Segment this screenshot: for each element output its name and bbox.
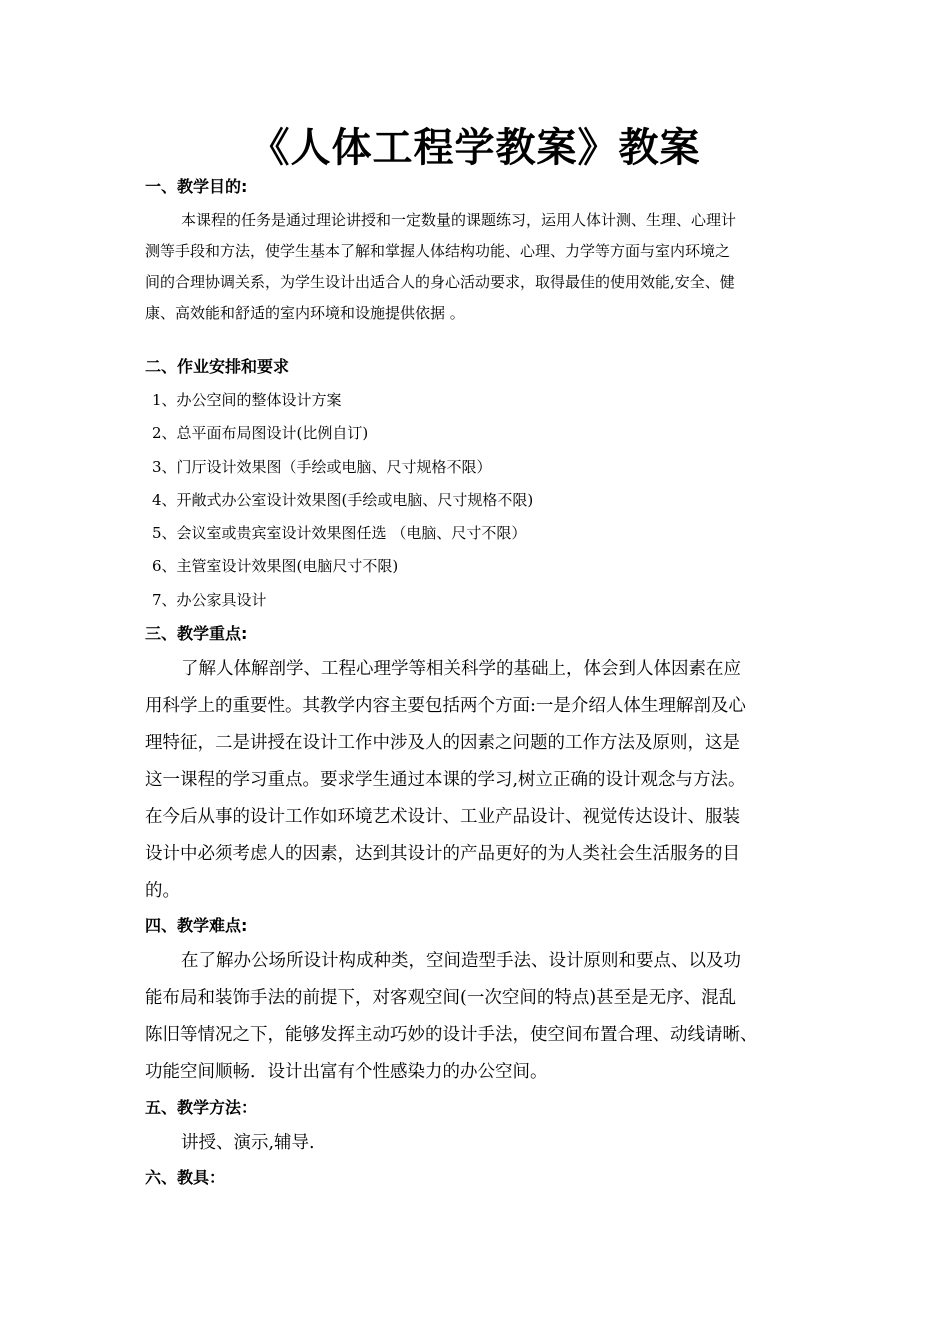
section-heading-assignments: 二、作业安排和要求	[145, 357, 290, 376]
list-item: 3、门厅设计效果图（手绘或电脑、尺寸规格不限）	[152, 457, 492, 476]
section-heading-objectives: 一、教学目的:	[145, 177, 248, 196]
section-body-difficulties	[145, 943, 815, 1091]
section-heading-key-points: 三、教学重点:	[145, 624, 248, 643]
paragraph-line: 了解人体解剖学、工程心理学等相关科学的基础上，体会到人体因素在应	[181, 659, 741, 679]
paragraph-line: 在今后从事的设计工作如环境艺术设计、工业产品设计、视觉传达设计、服装	[145, 807, 740, 827]
paragraph-line: 在了解办公场所设计构成种类，空间造型手法、设计原则和要点、以及功	[181, 951, 741, 971]
paragraph-line: 这一课程的学习重点。要求学生通过本课的学习,树立正确的设计观念与方法。	[145, 770, 746, 790]
section-body-objectives	[145, 205, 815, 329]
list-item: 4、开敞式办公室设计效果图(手绘或电脑、尺寸规格不限)	[152, 490, 534, 509]
section-heading-methods: 五、教学方法：	[145, 1098, 258, 1117]
section-body-key-points	[145, 651, 815, 910]
paragraph-line: 间的合理协调关系，为学生设计出适合人的身心活动要求，取得最佳的使用效能,安全、健	[145, 273, 735, 291]
list-item: 7、办公家具设计	[152, 590, 267, 609]
list-item: 6、主管室设计效果图(电脑尺寸不限)	[152, 557, 399, 576]
paragraph-line: 用科学上的重要性。其教学内容主要包括两个方面:一是介绍人体生理解剖及心	[145, 696, 746, 716]
paragraph-line: 的。	[145, 881, 180, 901]
list-item: 2、总平面布局图设计(比例自订)	[152, 424, 369, 443]
paragraph-line: 陈旧等情况之下，能够发挥主动巧妙的设计手法，使空间布置合理、动线请晰、	[145, 1025, 758, 1045]
paragraph-line: 功能空间顺畅．设计出富有个性感染力的办公空间。	[145, 1062, 548, 1082]
section-heading-teaching-aids: 六、教具：	[145, 1168, 226, 1187]
assignment-list	[152, 384, 533, 617]
list-item: 1、办公空间的整体设计方案	[152, 391, 342, 409]
list-item: 5、会议室或贵宾室设计效果图任选 （电脑、尺寸不限）	[152, 524, 527, 543]
paragraph-line: 康、高效能和舒适的室内环境和设施提供依据 。	[145, 304, 465, 322]
section-heading-difficulties: 四、教学难点:	[145, 916, 248, 935]
section-body-methods	[145, 1125, 815, 1162]
page-title: 《人体工程学教案》教案	[249, 125, 701, 171]
paragraph-line: 能布局和装饰手法的前提下，对客观空间(一次空间的特点)甚至是无序、混乱	[145, 988, 737, 1008]
paragraph-line: 讲授、演示,辅导.	[181, 1133, 315, 1153]
paragraph-line: 测等手段和方法，使学生基本了解和掌握人体结构功能、心理、力学等方面与室内环境之	[145, 242, 731, 260]
paragraph-line: 设计中必须考虑人的因素，达到其设计的产品更好的为人类社会生活服务的目	[145, 844, 740, 864]
paragraph-line: 本课程的任务是通过理论讲授和一定数量的课题练习，运用人体计测、生理、心理计	[181, 211, 737, 229]
paragraph-line: 理特征，二是讲授在设计工作中涉及人的因素之问题的工作方法及原则，这是	[145, 733, 740, 753]
